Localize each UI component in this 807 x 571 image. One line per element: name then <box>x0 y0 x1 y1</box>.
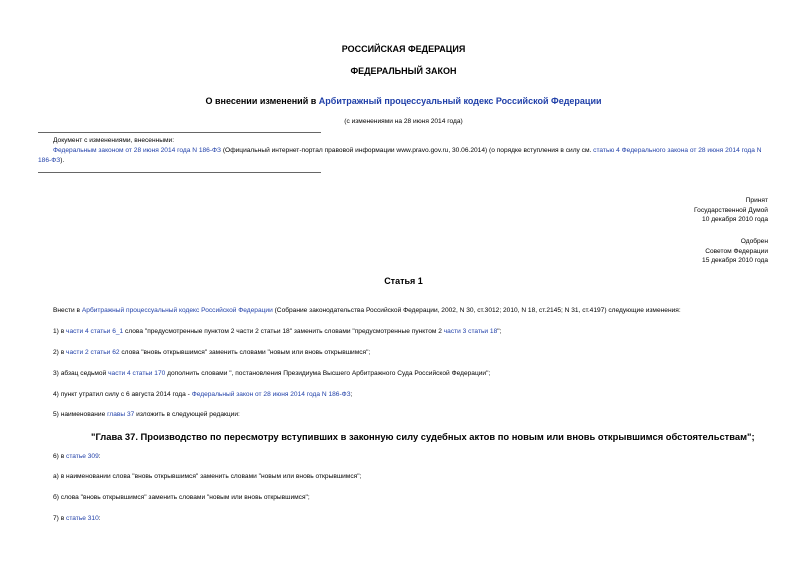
item-4 <box>53 391 353 398</box>
item-6 <box>53 453 101 460</box>
approved-date: 15 декабря 2010 года <box>702 257 768 264</box>
item-4-link[interactable]: Федеральный закон от 28 июня 2014 года N 186-ФЗ <box>191 391 351 398</box>
item-7 <box>53 515 101 522</box>
accepted-by: Государственной Думой <box>694 206 768 214</box>
fz186-article4-link[interactable]: статью 4 Федерального закона от 28 июня 2014 года N 186-ФЗ <box>38 147 762 164</box>
item-4-text-2: ; <box>350 391 353 398</box>
changes-text-1: (Официальный интернет-портал правовой информации www.pravo.gov.ru, 30.06.2014) (о порядке вступления в силу см. <box>221 147 594 154</box>
item-3-link[interactable]: части 4 статьи 170 <box>108 370 166 377</box>
changes-intro: Документ с изменениями, внесенными: <box>53 137 175 144</box>
item-7-link[interactable]: статье 310 <box>66 515 99 522</box>
accepted-date: 10 декабря 2010 года <box>702 216 768 223</box>
apk-link-2[interactable]: Арбитражный процессуальный кодекс Российской Федерации <box>81 307 273 314</box>
item-2-text-2: слова "вновь открывшимся" заменить словами "новым или вновь открывшимся"; <box>119 349 371 356</box>
item-2 <box>53 349 370 356</box>
law-type: ФЕДЕРАЛЬНЫЙ ЗАКОН <box>350 66 457 76</box>
item-1-text-3: "; <box>497 328 502 335</box>
item-6a: а) в наименовании слова "вновь открывшимся" заменить словами "новым или вновь открывшимся"; <box>53 473 362 480</box>
intro-text-1: Внести в <box>53 307 82 314</box>
item-5-text-1: 5) наименование <box>53 411 108 418</box>
item-1-link-1[interactable]: части 4 статьи 6_1 <box>66 328 124 335</box>
law-title-prefix: О внесении изменений в <box>205 96 319 106</box>
revision-note: (с изменениями на 28 июня 2014 года) <box>344 118 463 125</box>
item-1-text-2: слова "предусмотренные пунктом 2 части 2 статьи 18" заменить словами "предусмотренные пунктом 2 <box>123 328 444 335</box>
item-3 <box>53 370 490 377</box>
item-1 <box>53 328 501 335</box>
law-title <box>0 96 807 106</box>
country-title: РОССИЙСКАЯ ФЕДЕРАЦИЯ <box>341 44 466 54</box>
changes-text <box>38 146 768 166</box>
item-4-text-1: 4) пункт утратил силу с 6 августа 2014 года - <box>53 391 192 398</box>
article-title: Статья 1 <box>384 276 423 286</box>
item-1-text-1: 1) в <box>53 328 67 335</box>
item-6-text-2: : <box>98 453 101 460</box>
approved-by: Советом Федерации <box>705 247 768 255</box>
chapter-37-quote: "Глава 37. Производство по пересмотру вступивших в законную силу судебных актов по новым или вновь открывшимся обстоятельствам"; <box>91 431 755 442</box>
item-1-link-2[interactable]: части 3 статьи 18 <box>443 328 498 335</box>
fz186-link[interactable]: Федеральным законом от 28 июня 2014 года N 186-ФЗ <box>53 147 222 154</box>
apk-link[interactable]: Арбитражный процессуальный кодекс Российской Федерации <box>318 96 602 106</box>
item-6-text-1: 6) в <box>53 453 67 460</box>
changes-bottom-rule <box>38 172 321 173</box>
item-3-text-2: дополнить словами ", постановления Президиума Высшего Арбитражного Суда Российской Федерации"; <box>165 370 491 377</box>
article-intro <box>53 307 681 314</box>
item-6b: б) слова "вновь открывшимся" заменить словами "новым или вновь открывшимся"; <box>53 494 310 501</box>
approved-label: Одобрен <box>740 238 768 245</box>
adoption-duma <box>694 196 768 225</box>
item-2-text-1: 2) в <box>53 349 67 356</box>
changes-text-2: ). <box>60 157 65 164</box>
item-2-link[interactable]: части 2 статьи 62 <box>66 349 120 356</box>
item-5-link[interactable]: главы 37 <box>107 411 135 418</box>
intro-text-2: (Собрание законодательства Российской Федерации, 2002, N 30, ст.3012; 2010, N 18, ст.2145; N 31, ст.4197) следующие изменения: <box>272 307 681 314</box>
item-3-text-1: 3) абзац седьмой <box>53 370 109 377</box>
changes-top-rule <box>38 132 321 133</box>
accepted-label: Принят <box>745 197 768 204</box>
item-7-text-2: : <box>98 515 101 522</box>
item-5-text-2: изложить в следующей редакции: <box>134 411 240 418</box>
adoption-council <box>702 237 768 266</box>
item-6-link[interactable]: статье 309 <box>66 453 99 460</box>
item-7-text-1: 7) в <box>53 515 67 522</box>
item-5 <box>53 411 240 418</box>
